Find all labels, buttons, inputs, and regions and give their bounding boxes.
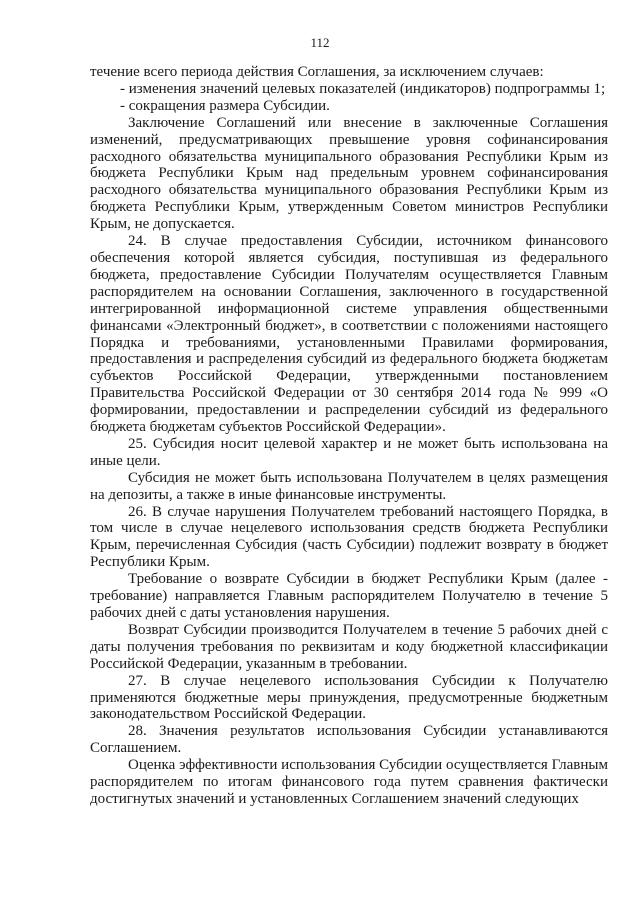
- paragraph-efficiency-assessment: Оценка эффективности использования Субсидии осуществляется Главным распорядителем по итогам финансового года путем сравнения фактически достигнутых значений и установленных Соглашением значений следующих: [90, 757, 608, 807]
- paragraph-agreements-conclusion: Заключение Соглашений или внесение в заключенные Соглашения изменений, предусматривающих превышение уровня софинансирования расходного обязательства муниципального образования Республики Крым из бюджета Республики Крым над предельным уровнем софинансирования расходного обязательства муниципального образования Республики Крым из бюджета Республики Крым, утвержденным Советом министров Республики Крым, не допускается.: [90, 114, 608, 233]
- paragraph-clause-25: 25. Субсидия носит целевой характер и не может быть использована на иные цели.: [90, 435, 608, 469]
- document-body: [90, 64, 608, 808]
- paragraph-return-procedure: Возврат Субсидии производится Получателем в течение 5 рабочих дней с даты получения требования по реквизитам и коду бюджетной классификации Российской Федерации, указанным в требовании.: [90, 621, 608, 672]
- paragraph-continuation: течение всего периода действия Соглашения, за исключением случаев:: [90, 64, 544, 80]
- page-number: 112: [310, 35, 330, 50]
- list-item-indicators: - изменения значений целевых показателей (индикаторов) подпрограммы 1;: [120, 80, 606, 97]
- paragraph-clause-27: 27. В случае нецелевого использования Субсидии к Получателю применяются бюджетные меры принуждения, предусмотренные бюджетным законодательством Российской Федерации.: [90, 672, 608, 723]
- paragraph-clause-24: 24. В случае предоставления Субсидии, источником финансового обеспечения которой является субсидия, поступившая из федерального бюджета, предоставление Субсидии Получателям осуществляется Главным распорядителем на основании Соглашения, заключенного в государственной интегрированной информационной системе управления общественными финансами «Электронный бюджет», в соответствии с положениями настоящего Порядка и требованиями, установленными Правилами формирования, предоставления и распределения субсидий из федерального бюджета бюджетам субъектов Российской Федерации, утвержденными постановлением Правительства Российской Федерации от 30 сентября 2014 года № 999 «О формировании, предоставлении и распределении субсидий из федерального бюджета бюджетам субъектов Российской Федерации».: [90, 233, 608, 436]
- paragraph-clause-28: 28. Значения результатов использования Субсидии устанавливаются Соглашением.: [90, 723, 608, 757]
- paragraph-clause-26: 26. В случае нарушения Получателем требований настоящего Порядка, в том числе в случае нецелевого использования средств бюджета Республики Крым, перечисленная Субсидия (часть Субсидии) подлежит возврату в бюджет Республики Крым.: [90, 503, 608, 571]
- list-item-reduction: - сокращения размера Субсидии.: [120, 97, 330, 114]
- paragraph-return-requirement: Требование о возврате Субсидии в бюджет Республики Крым (далее - требование) направляется Главным распорядителем Получателю в течение 5 рабочих дней с даты установления нарушения.: [90, 571, 608, 621]
- paragraph-deposits: Субсидия не может быть использована Получателем в целях размещения на депозиты, а также в иные финансовые инструменты.: [90, 469, 608, 503]
